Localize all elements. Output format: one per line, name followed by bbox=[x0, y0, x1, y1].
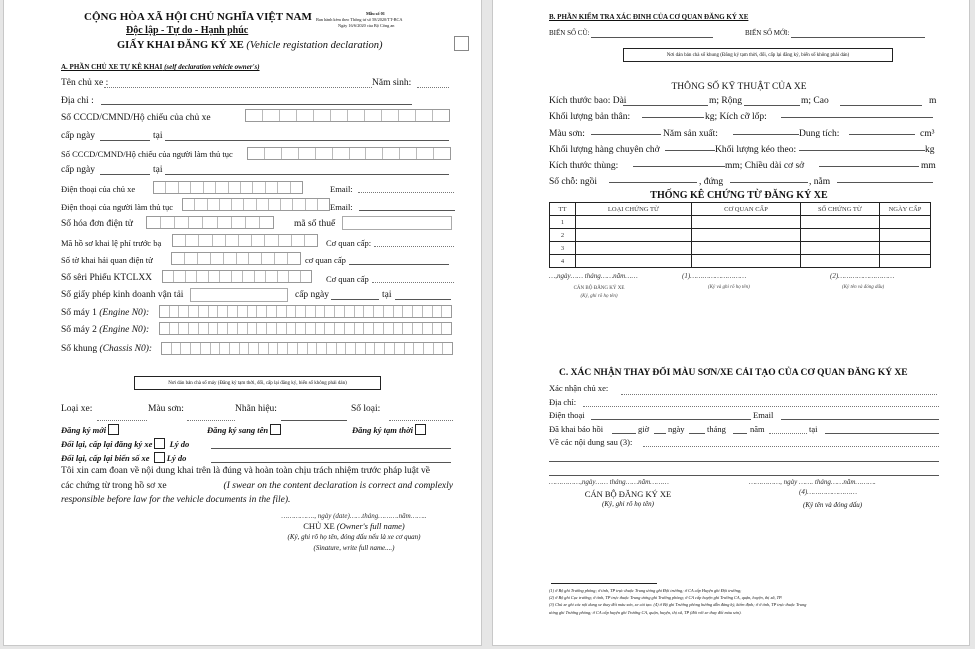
issued-by-line1: Ban hành kèm theo Thông tư số 58/2020/TT-BCA bbox=[316, 17, 403, 22]
engine1-boxes[interactable] bbox=[159, 305, 452, 318]
owner-id-date-field[interactable] bbox=[100, 140, 150, 141]
owner-phone-label: Điện thoại của chủ xe bbox=[61, 184, 136, 194]
owner-id-date-label bbox=[61, 131, 95, 141]
agent-phone-label: Điện thoại của người làm thủ tục bbox=[61, 202, 174, 212]
c-officer-title: CÁN BỘ ĐĂNG KÝ XE bbox=[584, 489, 672, 499]
reason-1-field[interactable] bbox=[211, 448, 451, 449]
owner-title-en: (Owner's full name) bbox=[336, 521, 405, 531]
table-cell[interactable] bbox=[692, 255, 801, 268]
engine2-label bbox=[61, 325, 149, 335]
owner-sign-date: ……………., ngày (date)……tháng……….năm…….. bbox=[281, 512, 427, 520]
issuer-1-field[interactable] bbox=[374, 246, 454, 247]
declared-day-field[interactable] bbox=[654, 433, 666, 434]
table-cell[interactable] bbox=[880, 216, 931, 229]
standing-label: , đứng bbox=[699, 177, 724, 187]
signature-1-note: (Ký và ghi rõ họ tên) bbox=[708, 285, 750, 290]
spec-title: THÔNG SỐ KỸ THUẬT CỦA XE bbox=[671, 82, 807, 92]
lying-field[interactable] bbox=[837, 182, 933, 183]
box-size-field[interactable] bbox=[633, 166, 725, 167]
c-email-field[interactable] bbox=[781, 419, 939, 420]
table-cell[interactable] bbox=[801, 216, 880, 229]
tax-code-field[interactable] bbox=[342, 216, 452, 230]
motto: Độc lập - Tự do - Hạnh phúc bbox=[126, 25, 249, 36]
section-c-heading: C. XÁC NHẬN THAY ĐỔI MÀU SƠN/XE CẢI TẠO CỦA CƠ QUAN ĐĂNG KÝ XE bbox=[559, 368, 908, 378]
c-address-field[interactable] bbox=[583, 406, 939, 407]
table-cell[interactable] bbox=[692, 229, 801, 242]
manufacture-year-label: Năm sản xuất: bbox=[663, 129, 718, 139]
table-cell[interactable] bbox=[576, 229, 692, 242]
signature-4-note: (Ký tên và đóng dấu) bbox=[803, 501, 863, 509]
height-label: m; Cao bbox=[801, 96, 829, 106]
vehicle-type-label: Loại xe: bbox=[61, 404, 93, 414]
license-at-label: tại bbox=[382, 290, 392, 300]
issued-by-line2: Ngày 16/6/2020 của Bộ Công an bbox=[338, 23, 395, 28]
owner-name-field[interactable] bbox=[104, 87, 372, 88]
doc-stat-title: THỐNG KÊ CHỨNG TỪ ĐĂNG KÝ XE bbox=[650, 190, 828, 201]
table-header-row bbox=[550, 203, 931, 216]
dim-label: Kích thước bao: Dài bbox=[549, 96, 627, 106]
reissue-reg-label: Đổi lại, cấp lại đăng ký xe bbox=[61, 439, 153, 449]
declared-place-field[interactable] bbox=[825, 433, 939, 434]
email-1-label: Email: bbox=[330, 184, 353, 194]
section-a-title: A. PHẦN CHỦ XE TỰ KÊ KHAI bbox=[61, 63, 163, 71]
content-field[interactable] bbox=[643, 446, 939, 447]
wheelbase-label: mm; Chiều dài cơ sở bbox=[725, 161, 805, 171]
birth-year-field[interactable] bbox=[417, 87, 449, 88]
agent-id-at-label: tại bbox=[153, 165, 163, 175]
customs-boxes[interactable] bbox=[171, 252, 301, 265]
agent-id-date-label: cấp ngày bbox=[61, 165, 96, 175]
table-cell[interactable] bbox=[880, 255, 931, 268]
chassis-text-en: (Chassis N0): bbox=[99, 344, 153, 354]
chassis-label bbox=[61, 344, 152, 354]
engine-stamp-area bbox=[134, 376, 381, 390]
cargo-field[interactable] bbox=[665, 150, 715, 151]
row-number: 4 bbox=[550, 255, 576, 268]
issue-date-text: cấp ngày bbox=[61, 131, 96, 141]
temp-reg-label: Đăng ký tạm thời bbox=[352, 425, 413, 435]
table-cell[interactable] bbox=[801, 229, 880, 242]
tow-unit: kg bbox=[925, 145, 935, 155]
weight-label: Khối lượng bản thân: bbox=[549, 112, 631, 122]
footnote-4: ương ghi Trưởng phòng; ở CA cấp huyện ghi Trưởng CA, quận, huyện, thị xã, TP (đối với xe thay đổi màu sơn). bbox=[549, 610, 742, 615]
capacity-unit: cm³ bbox=[920, 129, 935, 139]
paint-label: Màu sơn: bbox=[148, 404, 184, 414]
table-cell[interactable] bbox=[801, 242, 880, 255]
declared-year-field[interactable] bbox=[733, 433, 747, 434]
reason-2-label: Lý do bbox=[166, 453, 187, 463]
email-2-label: Email: bbox=[330, 202, 353, 212]
owner-name-label: Tên chủ xe : bbox=[61, 78, 109, 88]
vehicle-type-field[interactable] bbox=[97, 420, 147, 421]
owner-id-place-field[interactable] bbox=[165, 140, 449, 141]
paint-field[interactable] bbox=[187, 420, 235, 421]
officer-note: (Ký, ghi rõ họ tên) bbox=[580, 294, 618, 299]
c-address-label: Địa chỉ: bbox=[549, 397, 577, 407]
col-issue-date: NGÀY CẤP bbox=[880, 203, 931, 216]
agent-id-label: Số CCCD/CMND/Hộ chiếu của người làm thủ tục bbox=[61, 149, 233, 159]
table-cell[interactable] bbox=[880, 242, 931, 255]
new-reg-checkbox[interactable] bbox=[108, 424, 119, 435]
table-row bbox=[550, 216, 931, 229]
c-officer-note: (Ký, ghi rõ họ tên) bbox=[602, 500, 654, 508]
oath-line-1: Tôi xin cam đoan về nội dung khai trên là đúng và hoàn toàn chịu trách nhiệm trước pháp luật về bbox=[61, 466, 430, 476]
officer-title: CÁN BỘ ĐĂNG KÝ XE bbox=[573, 286, 625, 291]
paint-spec-label: Màu sơn: bbox=[549, 129, 585, 139]
transfer-reg-label: Đăng ký sang tên bbox=[207, 425, 269, 435]
footnote-3: (3) Chủ xe ghi các nội dung xe thay đổi màu sơn, xe cải tạo. (4) ở Bộ ghi Trưởng phòng hướng dẫn đăng ký, kiểm định; ở ở tỉnh, TP trực thuộc Trung bbox=[549, 602, 807, 607]
paint-spec-field[interactable] bbox=[591, 134, 661, 135]
footnote-separator bbox=[551, 583, 657, 584]
transfer-reg-checkbox[interactable] bbox=[270, 424, 281, 435]
lying-label: , nằm bbox=[809, 177, 831, 187]
reissue-reg-option[interactable] bbox=[61, 438, 189, 449]
old-plate-field[interactable] bbox=[591, 37, 713, 38]
chassis-stamp-area bbox=[623, 48, 893, 62]
oath-line-2-en: (I swear on the content declaration is correct and complexly bbox=[223, 481, 453, 491]
signature-4: (4)…………………… bbox=[799, 488, 857, 496]
capacity-field[interactable] bbox=[849, 134, 915, 135]
declared-year-value[interactable] bbox=[769, 433, 807, 434]
reason-1-label: Lý do bbox=[169, 439, 190, 449]
table-cell[interactable] bbox=[692, 242, 801, 255]
col-doc-type: LOẠI CHỨNG TỪ bbox=[576, 203, 692, 216]
photo-checkbox[interactable] bbox=[454, 36, 469, 51]
reason-2-field[interactable] bbox=[211, 462, 451, 463]
c-officer-date: ……………,ngày…… tháng……năm……… bbox=[549, 478, 669, 486]
table-cell[interactable] bbox=[692, 216, 801, 229]
standing-field[interactable] bbox=[730, 182, 808, 183]
new-reg-option[interactable] bbox=[61, 424, 119, 435]
oath-line-2-vi: các chứng từ trong hồ sơ xe bbox=[61, 481, 167, 491]
height-field[interactable] bbox=[840, 105, 922, 106]
manufacture-year-field[interactable] bbox=[733, 134, 799, 135]
engine1-label bbox=[61, 308, 149, 318]
section-a-title-en: (self declaration vehicle owner's) bbox=[164, 63, 260, 71]
issuer-2-label: cơ quan cấp bbox=[305, 255, 346, 265]
engine1-text-en: (Engine N0): bbox=[99, 308, 150, 318]
address-field[interactable] bbox=[101, 104, 412, 105]
table-cell[interactable] bbox=[801, 255, 880, 268]
officer-date: …,ngày…… tháng……năm…… bbox=[549, 272, 638, 280]
ktclxx-boxes[interactable] bbox=[162, 270, 312, 283]
agent-phone-boxes[interactable] bbox=[182, 198, 330, 211]
issuer-1-label: Cơ quan cấp: bbox=[326, 238, 372, 248]
owner-phone-boxes[interactable] bbox=[153, 181, 303, 194]
cargo-label: Khối lượng hàng chuyên chở bbox=[549, 145, 660, 155]
birth-year-label: Năm sinh: bbox=[372, 78, 412, 88]
table-cell[interactable] bbox=[880, 229, 931, 242]
footnote-2: (2) ở Bộ ghi Cục trưởng; ở tỉnh, TP trực thuộc Trung ương ghi Trưởng phòng; ở CA cấp huyện ghi Trưởng CA, quận, huyện, thị xã, TP. bbox=[549, 595, 783, 600]
table-row bbox=[550, 242, 931, 255]
row-number: 1 bbox=[550, 216, 576, 229]
section-a-heading bbox=[61, 63, 260, 71]
address-label: Địa chỉ : bbox=[61, 96, 94, 106]
issuer-3-label: Cơ quan cấp bbox=[326, 274, 369, 284]
doc-stat-table bbox=[549, 202, 931, 268]
agent-id-boxes[interactable] bbox=[247, 147, 451, 160]
engine1-text: Số máy 1 bbox=[61, 308, 97, 318]
declared-label: Đã khai báo hồi bbox=[549, 424, 604, 434]
wheelbase-unit: mm bbox=[921, 161, 936, 171]
chassis-boxes[interactable] bbox=[161, 342, 453, 355]
signature-2-note: (Ký tên và đóng dấu) bbox=[842, 285, 885, 290]
issuer-2-field[interactable] bbox=[349, 264, 449, 265]
license-place-field[interactable] bbox=[395, 299, 451, 300]
row-number: 2 bbox=[550, 229, 576, 242]
c-phone-label: Điện thoại bbox=[549, 410, 585, 420]
license-label: Số giấy phép kinh doanh vận tải bbox=[61, 290, 184, 300]
tow-label: Khối lượng kéo theo: bbox=[715, 145, 797, 155]
license-date-label: cấp ngày bbox=[295, 290, 330, 300]
model-label: Số loại: bbox=[351, 404, 381, 414]
height-unit: m bbox=[929, 96, 937, 106]
issuer-3-field[interactable] bbox=[372, 282, 454, 283]
page-1 bbox=[3, 0, 482, 646]
agent-id-date-field[interactable] bbox=[100, 174, 150, 175]
signature-2: (2)……………………… bbox=[830, 272, 895, 280]
chassis-text: Số khung bbox=[61, 344, 98, 354]
ktclxx-label: Số sêri Phiếu KTCLXX bbox=[61, 273, 153, 283]
tire-field[interactable] bbox=[781, 117, 933, 118]
reissue-reg-checkbox[interactable] bbox=[154, 438, 165, 449]
col-tt: TT bbox=[550, 203, 576, 216]
owner-title bbox=[254, 521, 454, 531]
new-reg-label: Đăng ký mới bbox=[61, 425, 107, 435]
width-field[interactable] bbox=[744, 105, 800, 106]
engine2-text: Số máy 2 bbox=[61, 325, 97, 335]
wheelbase-field[interactable] bbox=[819, 166, 919, 167]
old-plate-label: BIỂN SỐ CŨ: bbox=[549, 29, 590, 37]
license-date-field[interactable] bbox=[331, 299, 379, 300]
invoice-boxes[interactable] bbox=[146, 216, 274, 229]
c-email-label: Email bbox=[753, 410, 774, 420]
form-title-vi: GIẤY KHAI ĐĂNG KÝ XE bbox=[117, 40, 244, 51]
table-cell[interactable] bbox=[576, 216, 692, 229]
form-title-en: (Vehicle registation declaration) bbox=[246, 40, 383, 51]
col-issuer: CƠ QUAN CẤP bbox=[692, 203, 801, 216]
content-label: Về các nội dung sau (3): bbox=[549, 437, 633, 447]
form-number: Mẫu số 01 bbox=[366, 11, 385, 16]
tire-label: kg; Kích cỡ lốp: bbox=[705, 112, 767, 122]
c-phone-field[interactable] bbox=[591, 419, 751, 420]
at-label: tại bbox=[809, 424, 818, 434]
declared-hour-field[interactable] bbox=[612, 433, 636, 434]
chassis-stamp-text: Nơi dán bản chà số khung (Đăng ký tạm thời, đổi, cấp lại đăng ký, biển số không phải dán) bbox=[666, 52, 850, 58]
engine2-text-en: (Engine N0): bbox=[99, 325, 150, 335]
declared-month-field[interactable] bbox=[689, 433, 705, 434]
transfer-reg-option[interactable] bbox=[207, 424, 281, 435]
owner-id-label: Số CCCD/CMND/Hộ chiếu của chủ xe bbox=[61, 113, 211, 123]
reissue-plate-label: Đổi lại, cấp lại biển số xe bbox=[61, 453, 150, 463]
hour-label: giờ bbox=[638, 424, 650, 434]
fee-record-label: Mã hồ sơ khai lệ phí trước bạ bbox=[61, 238, 162, 248]
oath-line-3: responsible before law for the vehicle documents in the file). bbox=[61, 495, 291, 505]
table-cell[interactable] bbox=[576, 242, 692, 255]
content-line-3[interactable] bbox=[549, 475, 939, 476]
new-plate-field[interactable] bbox=[791, 37, 925, 38]
brand-label: Nhãn hiệu: bbox=[235, 404, 277, 414]
new-plate-label: BIỂN SỐ MỚI: bbox=[745, 29, 790, 37]
section-b-heading: B. PHẦN KIỂM TRA XÁC ĐINH CỦA CƠ QUAN ĐĂNG KÝ XE bbox=[549, 13, 749, 21]
fee-record-boxes[interactable] bbox=[172, 234, 318, 247]
owner-confirm-label: Xác nhận chủ xe: bbox=[549, 383, 609, 393]
owner-title-text: CHỦ XE bbox=[303, 521, 335, 531]
owner-id-boxes[interactable] bbox=[245, 109, 450, 122]
row-number: 3 bbox=[550, 242, 576, 255]
temp-reg-option[interactable] bbox=[352, 424, 426, 435]
agent-id-place-field[interactable] bbox=[165, 174, 449, 175]
tow-field[interactable] bbox=[799, 150, 925, 151]
engine-stamp-text: Nơi dán bản chà số máy (Đăng ký tạm thời, đổi, cấp lại đăng ký, biển số không phải dán) bbox=[168, 380, 347, 386]
day-label: ngày bbox=[668, 424, 685, 434]
seats-field[interactable] bbox=[609, 182, 697, 183]
email-1-field[interactable] bbox=[358, 192, 454, 193]
license-field[interactable] bbox=[190, 288, 288, 302]
owner-sign-note-1: (Ký, ghi rõ họ tên, đóng dấu nếu là xe cơ quan) bbox=[287, 533, 421, 541]
c-right-date: ……………, ngày ……. tháng……năm………. bbox=[749, 478, 876, 486]
reissue-plate-checkbox[interactable] bbox=[154, 452, 165, 463]
year-label: năm bbox=[750, 424, 765, 434]
oath-line-2 bbox=[61, 481, 453, 491]
form-title bbox=[117, 40, 383, 51]
table-row bbox=[550, 229, 931, 242]
signature-1: (1)……………………… bbox=[682, 272, 747, 280]
month-label: tháng bbox=[707, 424, 726, 434]
table-row bbox=[550, 255, 931, 268]
capacity-label: Dung tích: bbox=[799, 129, 840, 139]
email-2-field[interactable] bbox=[359, 210, 455, 211]
customs-label: Số tờ khai hải quan điện tử bbox=[61, 255, 153, 265]
reissue-plate-option[interactable] bbox=[61, 452, 186, 463]
temp-reg-checkbox[interactable] bbox=[415, 424, 426, 435]
page-2 bbox=[492, 0, 970, 646]
width-label: m; Rộng bbox=[709, 96, 742, 106]
model-field[interactable] bbox=[389, 420, 453, 421]
table-cell[interactable] bbox=[576, 255, 692, 268]
col-doc-number: SỐ CHỨNG TỪ bbox=[801, 203, 880, 216]
tax-code-label: mã số thuế bbox=[294, 219, 336, 229]
box-size-label: Kích thước thùng: bbox=[549, 161, 619, 171]
country-name: CỘNG HÒA XÃ HỘI CHỦ NGHĨA VIỆT NAM bbox=[84, 11, 312, 23]
seats-label: Số chỗ: ngồi bbox=[549, 177, 598, 187]
owner-confirm-field[interactable] bbox=[621, 394, 937, 395]
length-field[interactable] bbox=[623, 105, 708, 106]
owner-id-at-label: tại bbox=[153, 131, 163, 141]
invoice-label: Số hóa đơn điện tử bbox=[61, 219, 133, 229]
owner-sign-note-2: (Sinature, write full name....) bbox=[313, 544, 395, 552]
weight-field[interactable] bbox=[642, 117, 704, 118]
engine2-boxes[interactable] bbox=[159, 322, 452, 335]
footnote-1: (1) ở Bộ ghi Trưởng phòng; ở tỉnh, TP trực thuộc Trung ương ghi Đội trưởng; ở CA cấp Huyện ghi Đội trưởng; bbox=[549, 588, 742, 593]
brand-field[interactable] bbox=[281, 420, 347, 421]
content-line-2[interactable] bbox=[549, 461, 939, 462]
